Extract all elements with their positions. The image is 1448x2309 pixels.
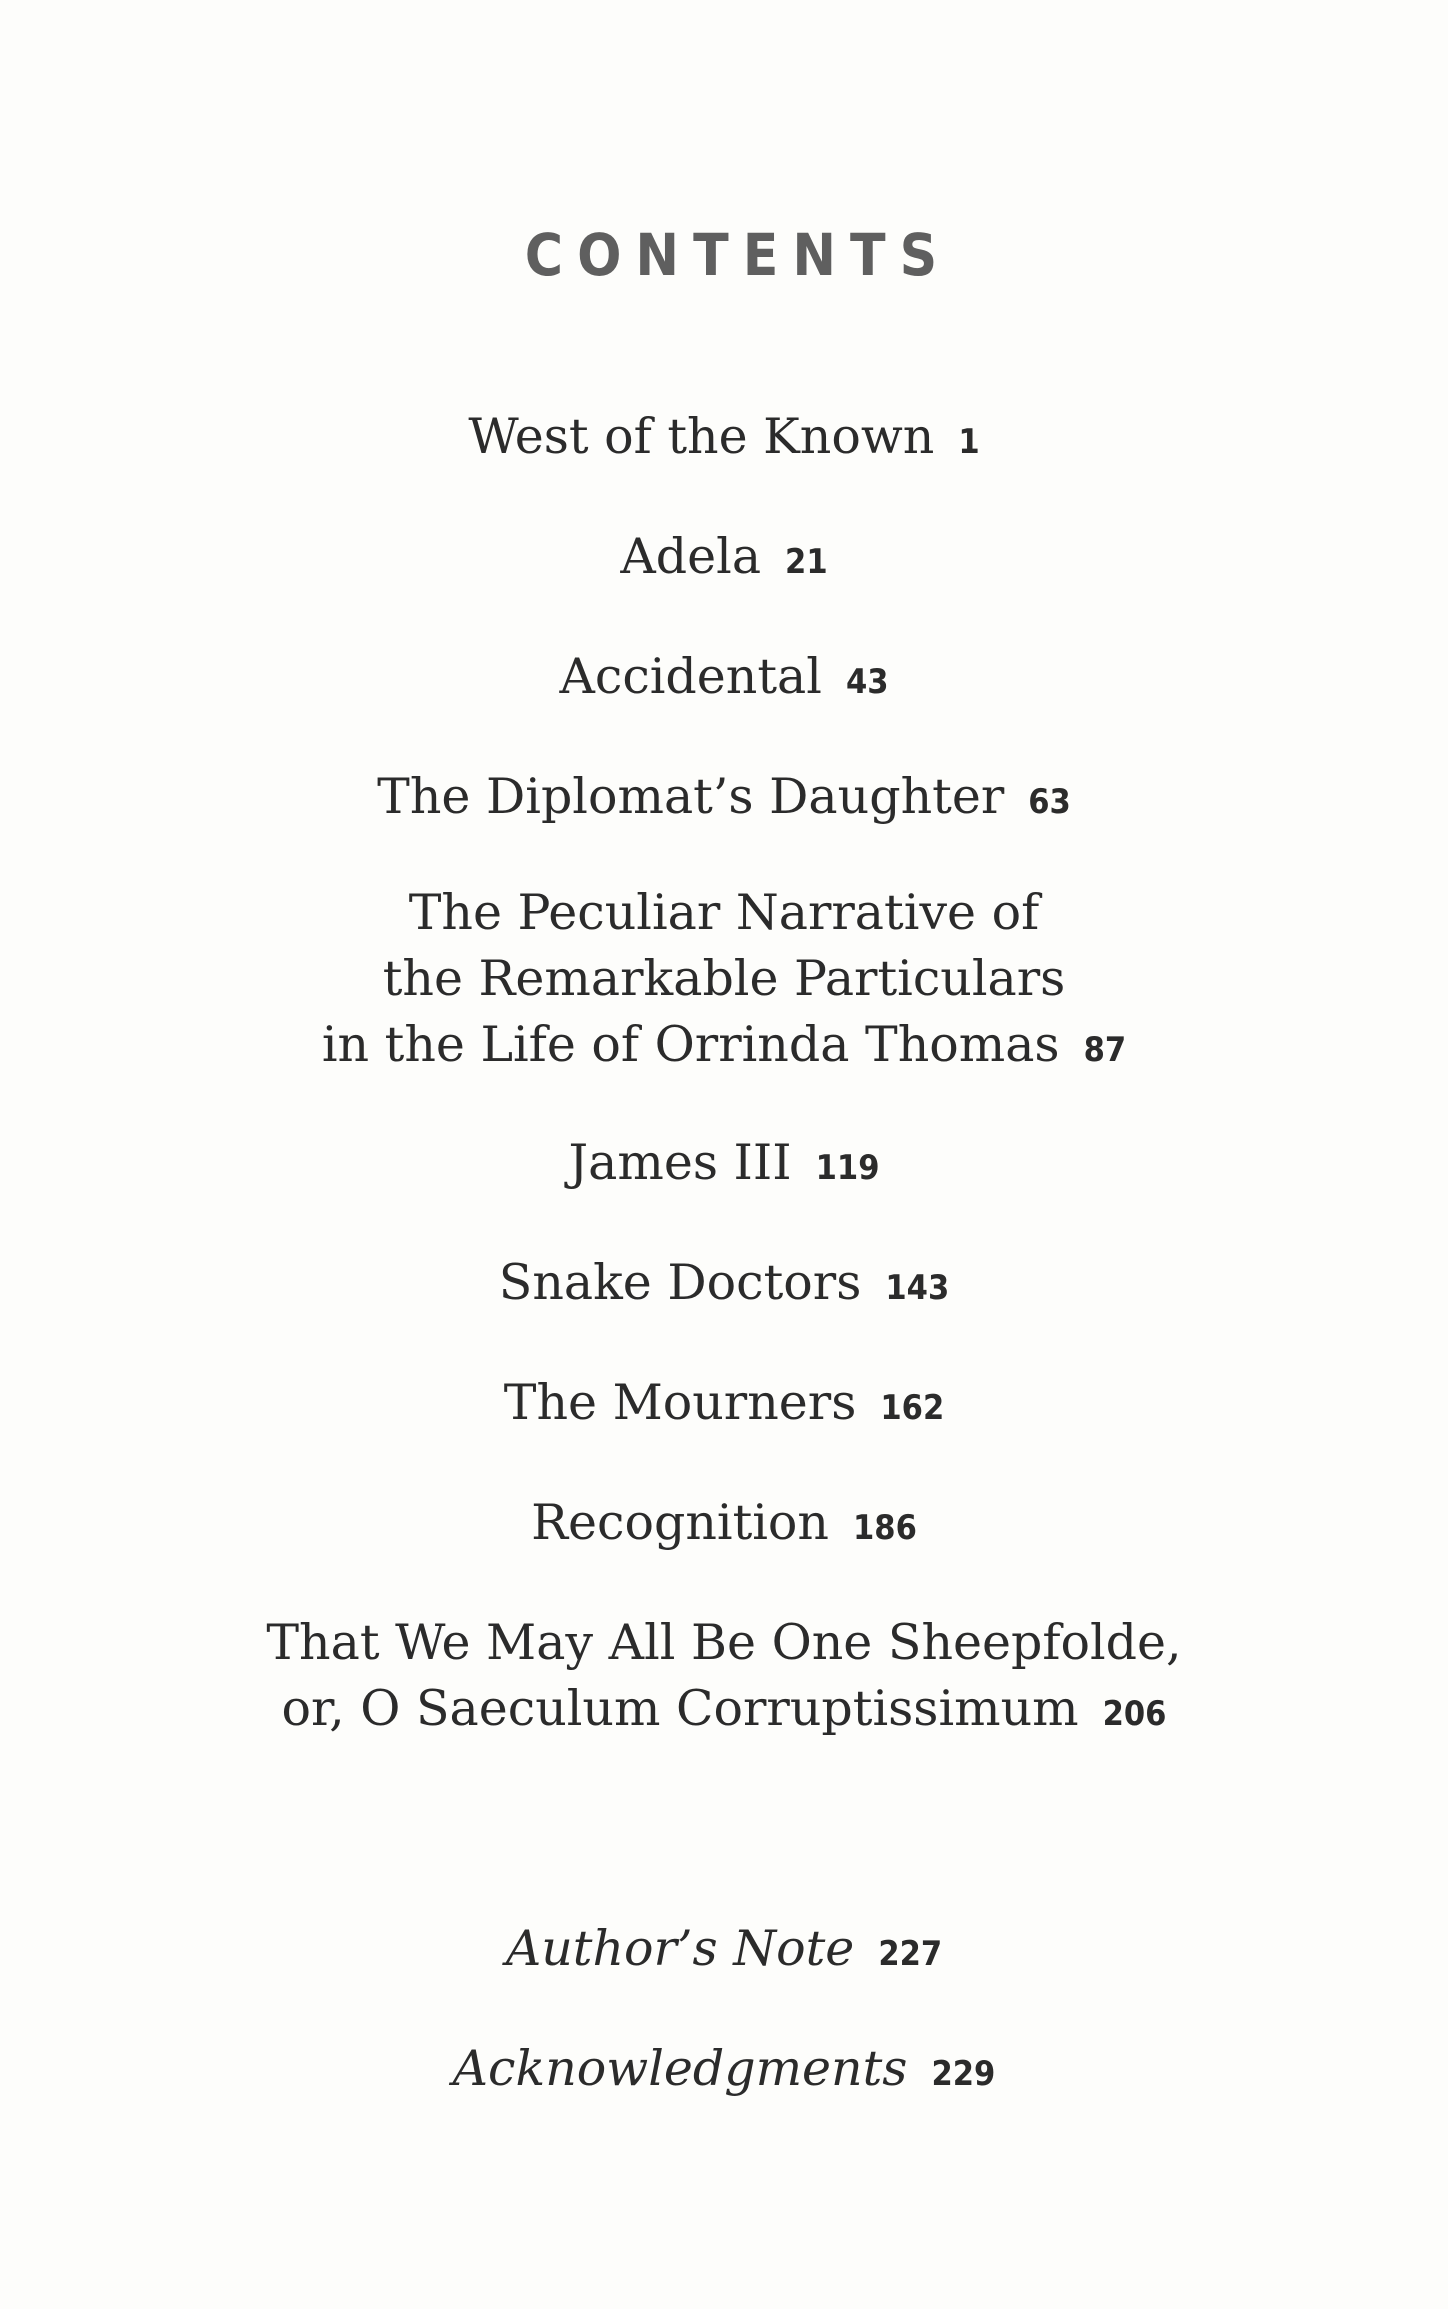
toc-entry (0, 1490, 1448, 1561)
toc-entry-back-matter (0, 2036, 1448, 2107)
contents-heading: CONTENTS (524, 221, 952, 289)
page-number: 143 (885, 1268, 950, 1308)
toc-entry (0, 1370, 1448, 1441)
entry-title: in the Life of Orrinda Thomas (321, 1016, 1060, 1073)
toc-entry (0, 880, 1448, 1083)
entry-title: James III (568, 1134, 792, 1191)
toc-entry (0, 404, 1448, 475)
toc-entry (0, 1610, 1448, 1747)
page-number: 162 (880, 1388, 945, 1428)
entry-title: Snake Doctors (498, 1254, 862, 1311)
entry-title: Accidental (559, 648, 822, 705)
entry-title: or, O Saeculum Corruptissimum (281, 1680, 1079, 1737)
toc-entry (0, 1250, 1448, 1321)
entry-title: Recognition (531, 1494, 829, 1551)
entry-title: The Diplomat’s Daughter (377, 768, 1005, 825)
toc-entry-back-matter (0, 1916, 1448, 1987)
page-number: 206 (1102, 1694, 1167, 1734)
toc-entry (0, 644, 1448, 715)
page-number: 1 (958, 422, 980, 462)
entry-title: the Remarkable Particulars (382, 950, 1066, 1007)
entry-title: Acknowledgments (452, 2040, 908, 2097)
page-number: 186 (853, 1508, 917, 1548)
entry-title: Adela (620, 528, 762, 585)
page-number: 229 (931, 2054, 996, 2094)
entry-title: The Peculiar Narrative of (408, 884, 1040, 941)
page-number: 227 (878, 1934, 943, 1974)
entry-title: That We May All Be One Sheepfolde, (266, 1614, 1182, 1671)
page-number: 87 (1083, 1030, 1127, 1070)
toc-entry (0, 1130, 1448, 1201)
entry-title: Author’s Note (505, 1920, 855, 1977)
entry-title: West of the Known (468, 408, 935, 465)
page-number: 43 (845, 662, 889, 702)
toc-entry (0, 764, 1448, 835)
page-number: 63 (1028, 782, 1071, 822)
entry-title: The Mourners (503, 1374, 857, 1431)
toc-entry (0, 524, 1448, 595)
page-number: 119 (815, 1148, 880, 1188)
page-number: 21 (785, 542, 828, 582)
